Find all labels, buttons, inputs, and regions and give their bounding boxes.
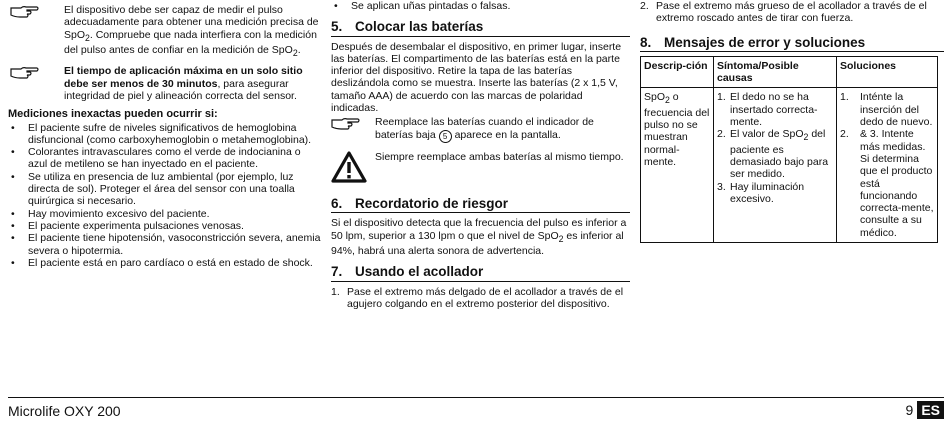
pointing-hand-icon — [10, 4, 40, 20]
list-item: • Hay movimiento excesivo del paciente. — [8, 208, 321, 220]
subscript: 2 — [292, 48, 298, 59]
section-8-heading — [640, 34, 944, 52]
list-item: • Se aplican uñas pintadas o falsas. — [331, 0, 630, 12]
table-header: Síntoma/Posible causas — [714, 56, 837, 88]
table-header-row — [641, 56, 938, 88]
list-item: • Colorantes intravasculares como el verde de indocianina o azul de metileno se han inyectado en el paciente. — [8, 146, 321, 171]
battery-note — [331, 116, 630, 142]
battery-warning — [331, 151, 630, 186]
list-item: • El paciente está en paro cardíaco o está en estado de shock. — [8, 257, 321, 269]
section-title: Usando el acollador — [355, 264, 484, 280]
error-table — [640, 56, 938, 243]
lanyard-steps-continued — [640, 0, 944, 25]
section-number: 5. — [331, 19, 343, 35]
list-item: • El paciente tiene hipotensión, vasoconstricción severa, anemia severa o hipotermia. — [8, 232, 321, 257]
table-cell-solutions: 1. Inténte la inserción del dedo de nuevo. 2. & 3. Intente más medidas. Si determina que el producto está funcionando correcta-mente, consulte a su médico. — [837, 88, 938, 243]
warning-triangle-icon — [331, 151, 367, 183]
table-row — [641, 88, 938, 243]
section-title: Recordatorio de riesgor — [355, 195, 509, 211]
list-item: • El paciente experimenta pulsaciones venosas. — [8, 220, 321, 232]
lanyard-steps — [331, 286, 630, 311]
section-title: Colocar las baterías — [355, 19, 484, 35]
pointing-hand-icon — [10, 65, 40, 81]
footer-page — [906, 401, 944, 419]
section-number: 6. — [331, 195, 343, 211]
note-pulse-text-c: . — [297, 43, 301, 56]
note-pulse — [8, 4, 321, 59]
note-time-bold: El tiempo de aplicación máxima en un solo sitio debe ser menos de 30 minutos — [64, 65, 303, 90]
section-5-text: Después de desembalar el dispositivo, en primer lugar, inserte las baterías. El compartimento de las baterías está en la parte inferior del dispositivo. Retire la tapa de las baterías deslizándola como se muestra. Inserte las baterías (2 x 1,5 V, tamaño AAA) de acuerdo con las marcas de polaridad indicadas. — [331, 40, 622, 115]
language-badge: ES — [917, 401, 944, 419]
list-item: 2. Pase el extremo más grueso de el acollador a través de el extremo roscado antes de tirar con fuerza. — [640, 0, 927, 25]
column-right — [640, 0, 944, 243]
column-middle — [331, 0, 630, 310]
list-item: • El paciente sufre de niveles significativos de hemoglobina disfuncional (como carboxyhemoglobin o metahemoglobina). — [8, 122, 321, 147]
display-symbol-5: 5 — [439, 130, 452, 143]
top-list — [331, 0, 630, 12]
section-7-heading — [331, 266, 630, 281]
table-header: Soluciones — [837, 56, 938, 88]
note-pulse-text-a: El dispositivo debe ser capaz de medir el pulso adecuadamente para obtener una medición precisa de SpO — [64, 4, 319, 41]
battery-note-text: Reemplace las baterías cuando el indicador de baterías baja 5 aparece en la pantalla. — [375, 116, 594, 141]
pointing-hand-icon — [331, 116, 361, 132]
page-footer — [8, 397, 944, 419]
subscript: 2 — [558, 233, 564, 244]
table-cell-description: SpO$_2$ o frecuencia del pulso no se muestran normal-mente. — [641, 88, 714, 243]
note-time — [8, 65, 321, 102]
footer-brand: Microlife OXY 200 — [8, 403, 121, 419]
inaccurate-heading: Mediciones inexactas pueden ocurrir si: — [8, 108, 218, 121]
subscript: 2 — [85, 32, 90, 43]
note-pulse-text-b: . Compruebe que nada interfiera con la medición del pulso antes de confiar en la medición de SpO — [64, 28, 317, 56]
section-title: Mensajes de error y soluciones — [664, 34, 866, 50]
inaccurate-list — [8, 122, 321, 270]
note-time-text: , para asegurar integridad de piel y alineación correcta del sensor. — [64, 77, 297, 102]
section-6-text: Si el dispositivo detecta que la frecuencia del pulso es inferior a 50 lpm, superior a 130 lpm o que el nivel de SpO$_2$ es inferior al 94%, habrá una alerta sonora de advertencia. — [331, 217, 627, 257]
list-item: • Se utiliza en presencia de luz ambiental (por ejemplo, luz directa de sol). Proteger el área del sensor con una toalla quirúrgica si necesario. — [8, 171, 321, 208]
section-5-heading — [331, 21, 630, 36]
section-number: 8. — [640, 34, 652, 50]
section-number: 7. — [331, 264, 343, 280]
page-number: 9 — [905, 402, 914, 418]
list-item: 1. Pase el extremo más delgado de el acollador a través de el agujero colgando en el extremo posterior del dispositivo. — [331, 285, 624, 310]
table-header: Descrip-ción — [641, 56, 714, 88]
battery-warning-text: Siempre reemplace ambas baterías al mismo tiempo. — [375, 150, 624, 163]
column-left — [8, 0, 321, 269]
table-cell-causes: 1. El dedo no se ha insertado correcta-mente. 2. El valor de SpO$_2$ del paciente es demasiado bajo para ser medido. 3. Hay iluminación excesivo. — [714, 88, 837, 243]
section-6-heading — [331, 195, 630, 213]
